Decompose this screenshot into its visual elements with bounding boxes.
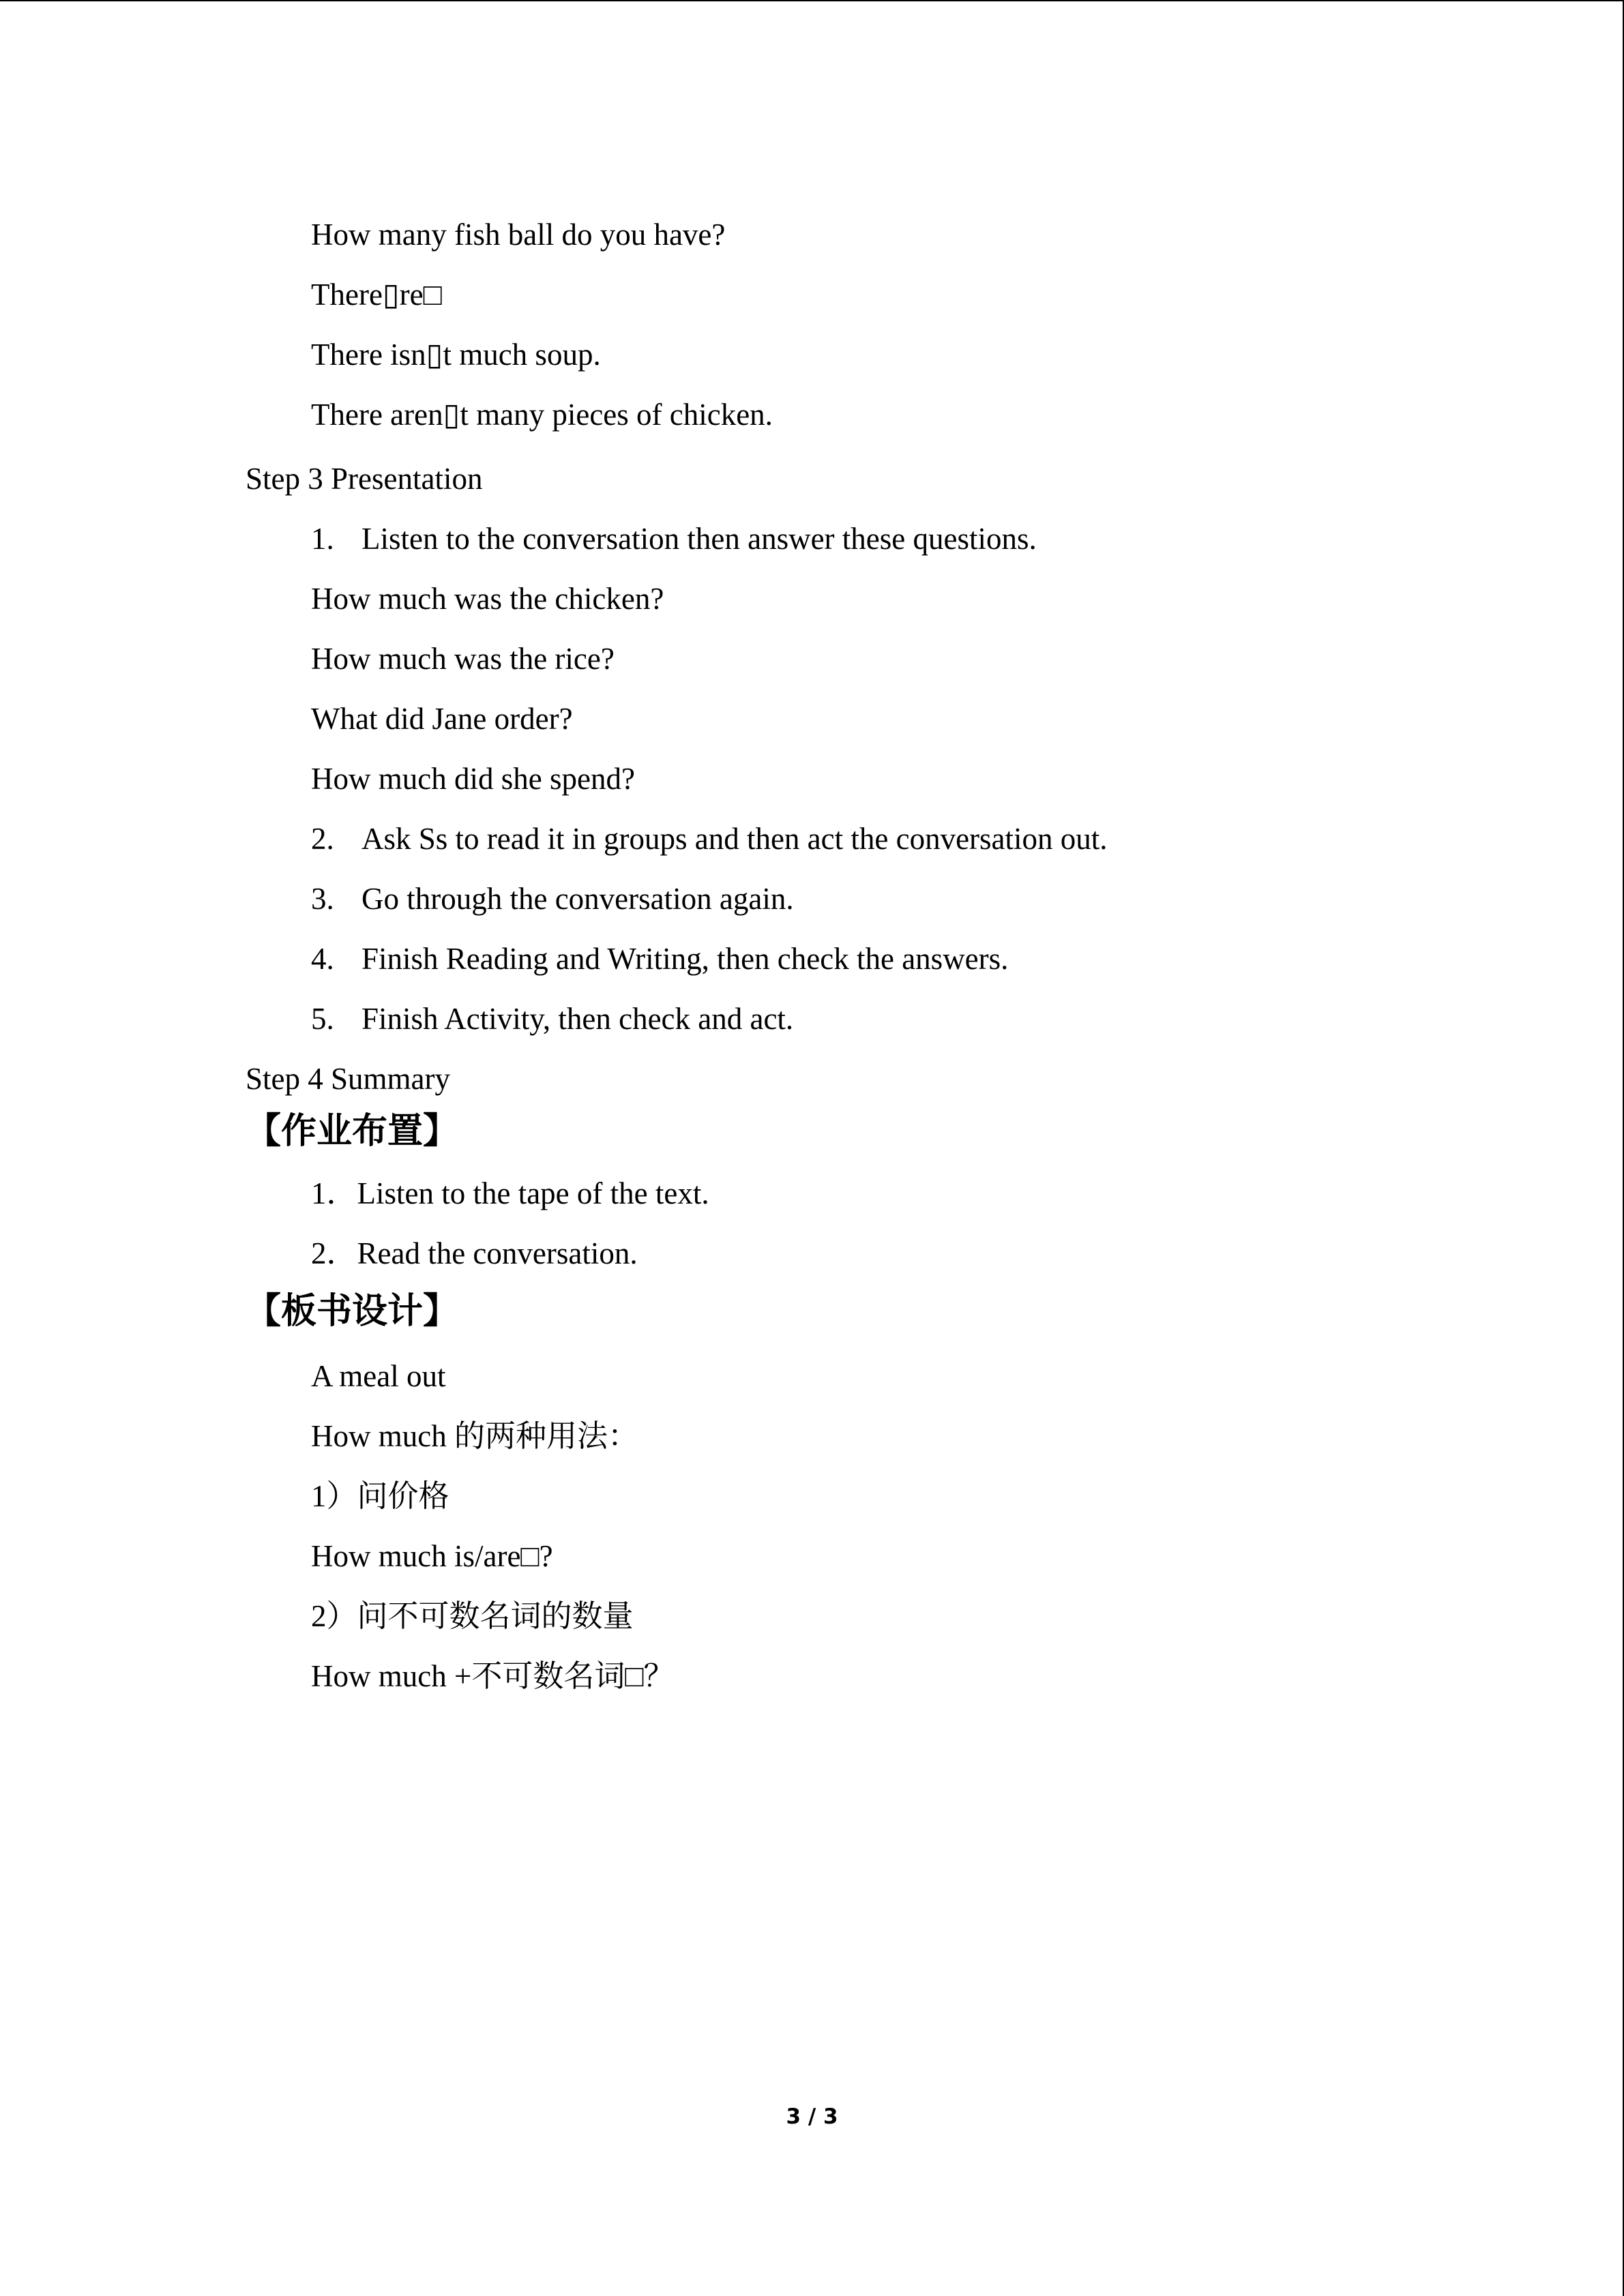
text-line-fish-ball-question: How many fish ball do you have?: [311, 218, 726, 252]
board-line-is-are: How much is/are□?: [311, 1539, 553, 1573]
board-line-price: 1）问价格: [311, 1479, 449, 1513]
item-text: Go through the conversation again.: [361, 882, 794, 916]
text-line-there-are: There▯re□: [311, 278, 442, 312]
board-line-uncountable: How much +不可数名词□？: [311, 1659, 675, 1693]
question-spend: How much did she spend?: [311, 762, 635, 796]
item-number: 5.: [311, 1002, 334, 1036]
question-jane-order: What did Jane order?: [311, 702, 573, 736]
step3-item-2: [311, 820, 1108, 858]
page-number: 3 / 3: [786, 2104, 838, 2129]
item-text: Ask Ss to read it in groups and then act the conversation out.: [361, 822, 1108, 856]
homework-item-1: 1．Listen to the tape of the text.: [311, 1176, 709, 1210]
board-line-how-much-usage: How much 的两种用法：: [311, 1419, 638, 1453]
text-line-chicken: There aren▯t many pieces of chicken.: [311, 398, 773, 432]
board-line-quantity: 2）问不可数名词的数量: [311, 1599, 634, 1633]
step4-title: Step 4 Summary: [246, 1062, 450, 1096]
item-number: 3.: [311, 882, 334, 916]
item-text: Finish Reading and Writing, then check the answers.: [361, 942, 1009, 976]
item-text: Finish Activity, then check and act.: [361, 1002, 794, 1036]
homework-item-2: 2．Read the conversation.: [311, 1236, 638, 1270]
item-number: 1.: [311, 522, 334, 556]
question-rice-price: How much was the rice?: [311, 642, 615, 676]
board-heading: 【板书设计】: [246, 1291, 459, 1332]
step3-item-4: [311, 940, 1008, 978]
step3-item-1: [311, 520, 1037, 558]
board-line-meal-out: A meal out: [311, 1359, 446, 1393]
step3-item-5: [311, 1000, 793, 1038]
homework-heading: 【作业布置】: [246, 1111, 459, 1152]
item-text: Listen to the conversation then answer these questions.: [361, 522, 1037, 556]
step3-title: Step 3 Presentation: [246, 462, 483, 496]
item-number: 4.: [311, 942, 334, 976]
item-number: 2.: [311, 822, 334, 856]
step3-item-3: [311, 880, 794, 918]
question-chicken-price: How much was the chicken?: [311, 582, 664, 616]
text-line-soup: There isn▯t much soup.: [311, 338, 601, 372]
